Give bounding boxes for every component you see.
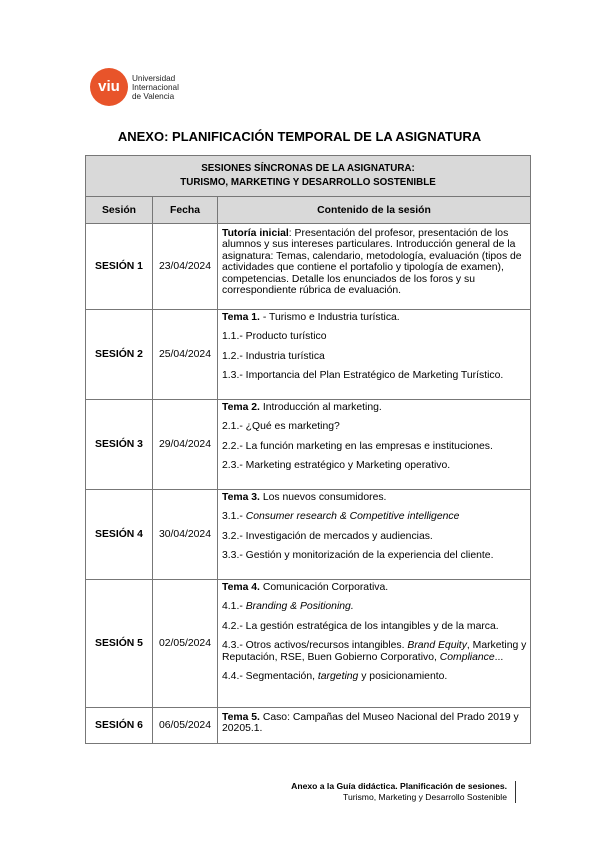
col-date: Fecha	[153, 197, 218, 224]
session-date: 06/05/2024	[153, 708, 218, 744]
table-row	[86, 310, 531, 400]
university-logo	[90, 68, 200, 112]
sessions-table	[85, 155, 531, 744]
session-content: Tutoría inicial: Presentación del profesor, presentación de los alumnos y sus intereses particulares. Introducción general de la asignatura: Temas, calendario, metodología, evaluación (tipos de actividades que contiene el portafolio y tipología de examen), competencias. Detalle los enunciados de los foros y su correspondiente rúbrica de evaluación.	[218, 224, 531, 310]
session-date: 02/05/2024	[153, 580, 218, 708]
session-label: SESIÓN 1	[86, 224, 153, 310]
session-content: Tema 2. Introducción al marketing. 2.1.- ¿Qué es marketing? 2.2.- La función marketing en las empresas e instituciones. 2.3.- Marketing estratégico y Marketing operativo.	[218, 400, 531, 490]
session-label: SESIÓN 4	[86, 490, 153, 580]
session-label: SESIÓN 3	[86, 400, 153, 490]
session-date: 30/04/2024	[153, 490, 218, 580]
session-content: Tema 4. Comunicación Corporativa. 4.1.- Branding & Positioning. 4.2.- La gestión estratégica de los intangibles y de la marca. 4.3.- Otros activos/recursos intangibles. Brand Equity, Marketing y Reputación, RSE, Buen Gobierno Corporativo, Compliance... 4.4.- Segmentación, targeting y posicionamiento.	[218, 580, 531, 708]
session-content: Tema 1. - Turismo e Industria turística. 1.1.- Producto turístico 1.2.- Industria turística 1.3.- Importancia del Plan Estratégico de Marketing Turístico.	[218, 310, 531, 400]
session-content: Tema 3. Los nuevos consumidores. 3.1.- Consumer research & Competitive intelligence 3.2.- Investigación de mercados y audiencias. 3.3.- Gestión y monitorización de la experiencia del cliente.	[218, 490, 531, 580]
logo-text: Universidad Internacional de Valencia	[132, 74, 179, 101]
page-title: ANEXO: PLANIFICACIÓN TEMPORAL DE LA ASIGNATURA	[117, 129, 482, 144]
session-label: SESIÓN 2	[86, 310, 153, 400]
col-content: Contenido de la sesión	[218, 197, 531, 224]
session-content: Tema 5. Caso: Campañas del Museo Nacional del Prado 2019 y 20205.1.	[218, 708, 531, 744]
session-label: SESIÓN 6	[86, 708, 153, 744]
table-row	[86, 490, 531, 580]
logo-mark: viu	[90, 68, 128, 106]
session-label: SESIÓN 5	[86, 580, 153, 708]
table-row	[86, 224, 531, 310]
table-row	[86, 708, 531, 744]
table-row	[86, 580, 531, 708]
session-date: 25/04/2024	[153, 310, 218, 400]
column-headers	[86, 197, 531, 224]
col-session: Sesión	[86, 197, 153, 224]
session-date: 23/04/2024	[153, 224, 218, 310]
table-row	[86, 400, 531, 490]
page-footer: Anexo a la Guía didáctica. Planificación de sesiones. Turismo, Marketing y Desarrollo Sostenible	[291, 781, 516, 803]
session-date: 29/04/2024	[153, 400, 218, 490]
table-title: SESIONES SÍNCRONAS DE LA ASIGNATURA: TURISMO, MARKETING Y DESARROLLO SOSTENIBLE	[86, 156, 531, 197]
